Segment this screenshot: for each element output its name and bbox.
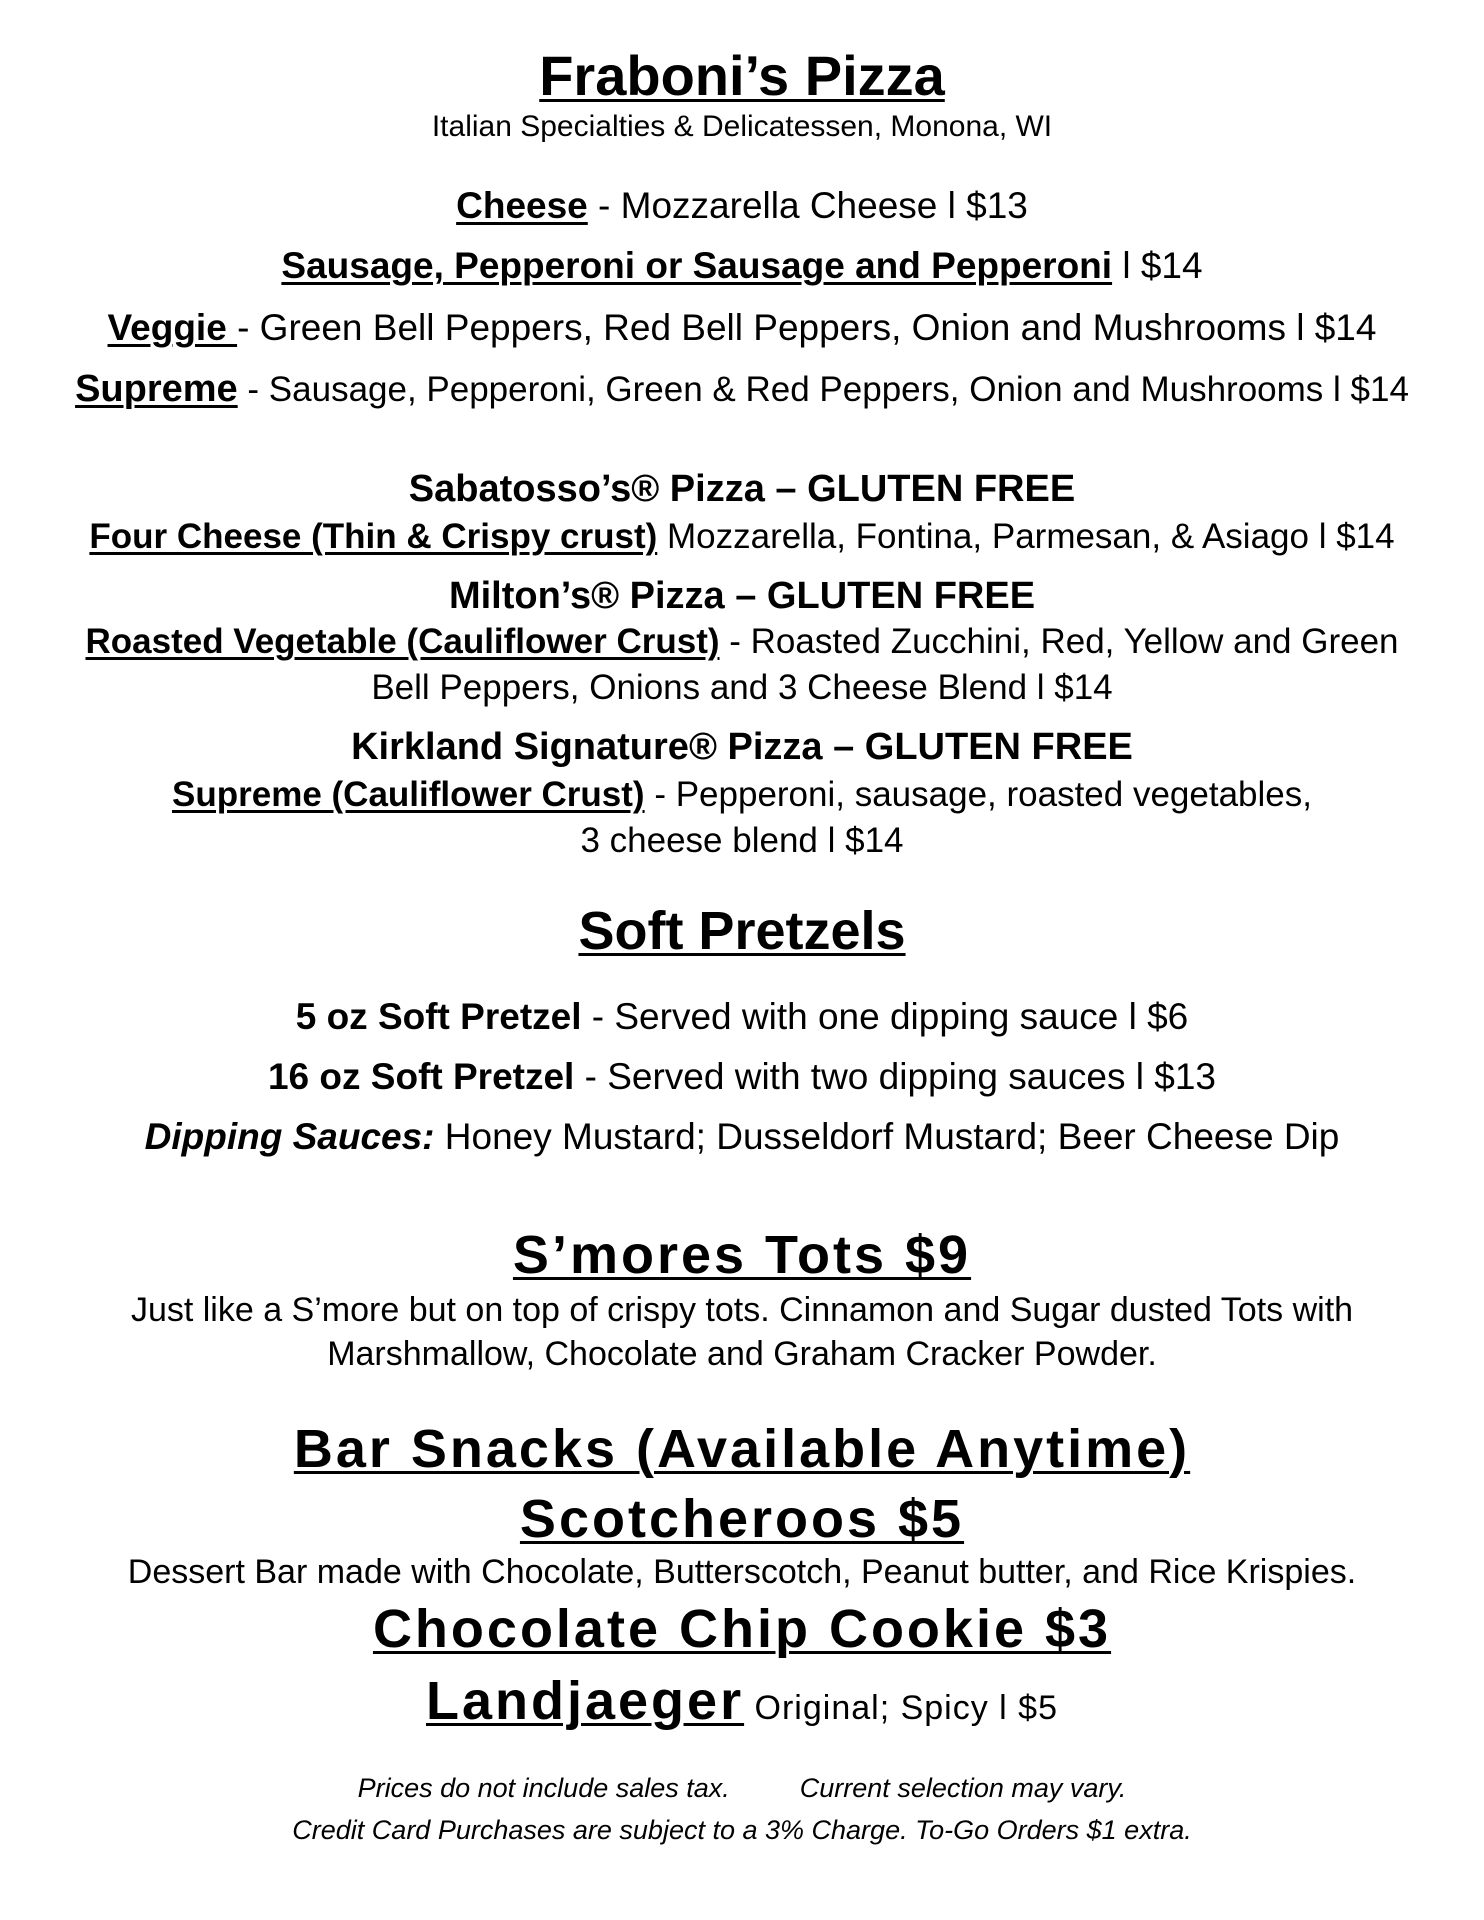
pizza-desc: l $14 [1112, 245, 1203, 286]
pizza-name: Sausage, Pepperoni or Sausage and Pepperoni [281, 245, 1113, 286]
pizza-supreme [0, 368, 1484, 412]
pretzel-name: 16 oz Soft Pretzel [267, 1056, 575, 1097]
pizza-veggie [0, 307, 1484, 350]
dipping-sauces-label: Dipping Sauces: [144, 1116, 435, 1157]
cookie-heading-text: Chocolate Chip Cookie $3 [372, 1599, 1112, 1659]
landjaeger-desc: Original; Spicy l $5 [744, 1689, 1058, 1727]
pretzels-heading [0, 900, 1484, 962]
pizza-name: Veggie [107, 307, 238, 348]
smores-desc-1: Just like a S’more but on top of crispy tots. Cinnamon and Sugar dusted Tots with [130, 1291, 1354, 1329]
bar-snacks-heading [0, 1418, 1484, 1480]
gf-brand-miltons: Milton’s® Pizza – GLUTEN FREE [448, 575, 1036, 617]
smores-desc-2: Marshmallow, Chocolate and Graham Cracker Powder. [327, 1335, 1157, 1373]
pretzel-desc: - Served with two dipping sauces l $13 [574, 1056, 1217, 1097]
footer-vary: Current selection may vary. [799, 1773, 1127, 1803]
scotcheroos-heading [0, 1488, 1484, 1550]
pizza-desc: - Mozzarella Cheese l $13 [587, 185, 1028, 226]
pizza-name: Cheese [456, 185, 588, 226]
pizza-desc: - Sausage, Pepperoni, Green & Red Peppers, Onion and Mushrooms l $14 [237, 370, 1409, 409]
gf-item-name: Supreme (Cauliflower Crust) [172, 775, 645, 814]
bar-snacks-heading-text: Bar Snacks (Available Anytime) [293, 1419, 1191, 1479]
gf-item-roasted-vegetable [0, 622, 1484, 662]
footer-note-1 [0, 1773, 1484, 1804]
gf-item-supreme [0, 775, 1484, 815]
landjaeger-line [0, 1670, 1484, 1732]
pretzel-16oz [0, 1056, 1484, 1099]
pizza-name: Supreme [75, 368, 238, 410]
title-text: Fraboni’s Pizza [539, 44, 945, 107]
scotcheroos-desc: Dessert Bar made with Chocolate, Butterscotch, Peanut butter, and Rice Krispies. [127, 1553, 1357, 1591]
gf-item-roasted-vegetable-desc: Bell Peppers, Onions and 3 Cheese Blend l $14 [371, 668, 1113, 707]
pizza-cheese [0, 185, 1484, 228]
gf-item-desc: - Pepperoni, sausage, roasted vegetables, [644, 775, 1312, 814]
gf-item-name: Four Cheese (Thin & Crispy crust) [89, 517, 658, 556]
gf-item-desc: Mozzarella, Fontina, Parmesan, & Asiago l $14 [657, 517, 1395, 556]
gf-item-name: Roasted Vegetable (Cauliflower Crust) [85, 622, 720, 661]
dipping-sauces-list: Honey Mustard; Dusseldorf Mustard; Beer Cheese Dip [434, 1116, 1340, 1157]
smores-heading [0, 1224, 1484, 1286]
pizza-sausage-pepperoni [0, 245, 1484, 288]
scotcheroos-heading-text: Scotcheroos $5 [519, 1489, 965, 1549]
gf-brand-sabatosso: Sabatosso’s® Pizza – GLUTEN FREE [408, 468, 1076, 510]
pretzel-desc: - Served with one dipping sauce l $6 [581, 996, 1189, 1037]
gf-item-desc: - Roasted Zucchini, Red, Yellow and Green [719, 622, 1399, 661]
pretzels-heading-text: Soft Pretzels [578, 901, 906, 961]
gf-item-supreme-desc: 3 cheese blend l $14 [580, 821, 904, 860]
footer-note-2: Credit Card Purchases are subject to a 3% Charge. To-Go Orders $1 extra. [292, 1815, 1192, 1845]
gf-item-four-cheese [0, 517, 1484, 557]
footer-tax: Prices do not include sales tax. [357, 1773, 730, 1803]
smores-heading-text: S’mores Tots $9 [512, 1225, 972, 1285]
pretzel-5oz [0, 996, 1484, 1039]
restaurant-title [0, 44, 1484, 108]
restaurant-subtitle: Italian Specialties & Delicatessen, Monona, WI [431, 110, 1053, 143]
pretzel-name: 5 oz Soft Pretzel [295, 996, 582, 1037]
pizza-desc: - Green Bell Peppers, Red Bell Peppers, Onion and Mushrooms l $14 [237, 307, 1377, 348]
cookie-heading [0, 1598, 1484, 1660]
landjaeger-name: Landjaeger [426, 1671, 745, 1731]
dipping-sauces [0, 1116, 1484, 1159]
gf-brand-kirkland: Kirkland Signature® Pizza – GLUTEN FREE [351, 726, 1133, 768]
